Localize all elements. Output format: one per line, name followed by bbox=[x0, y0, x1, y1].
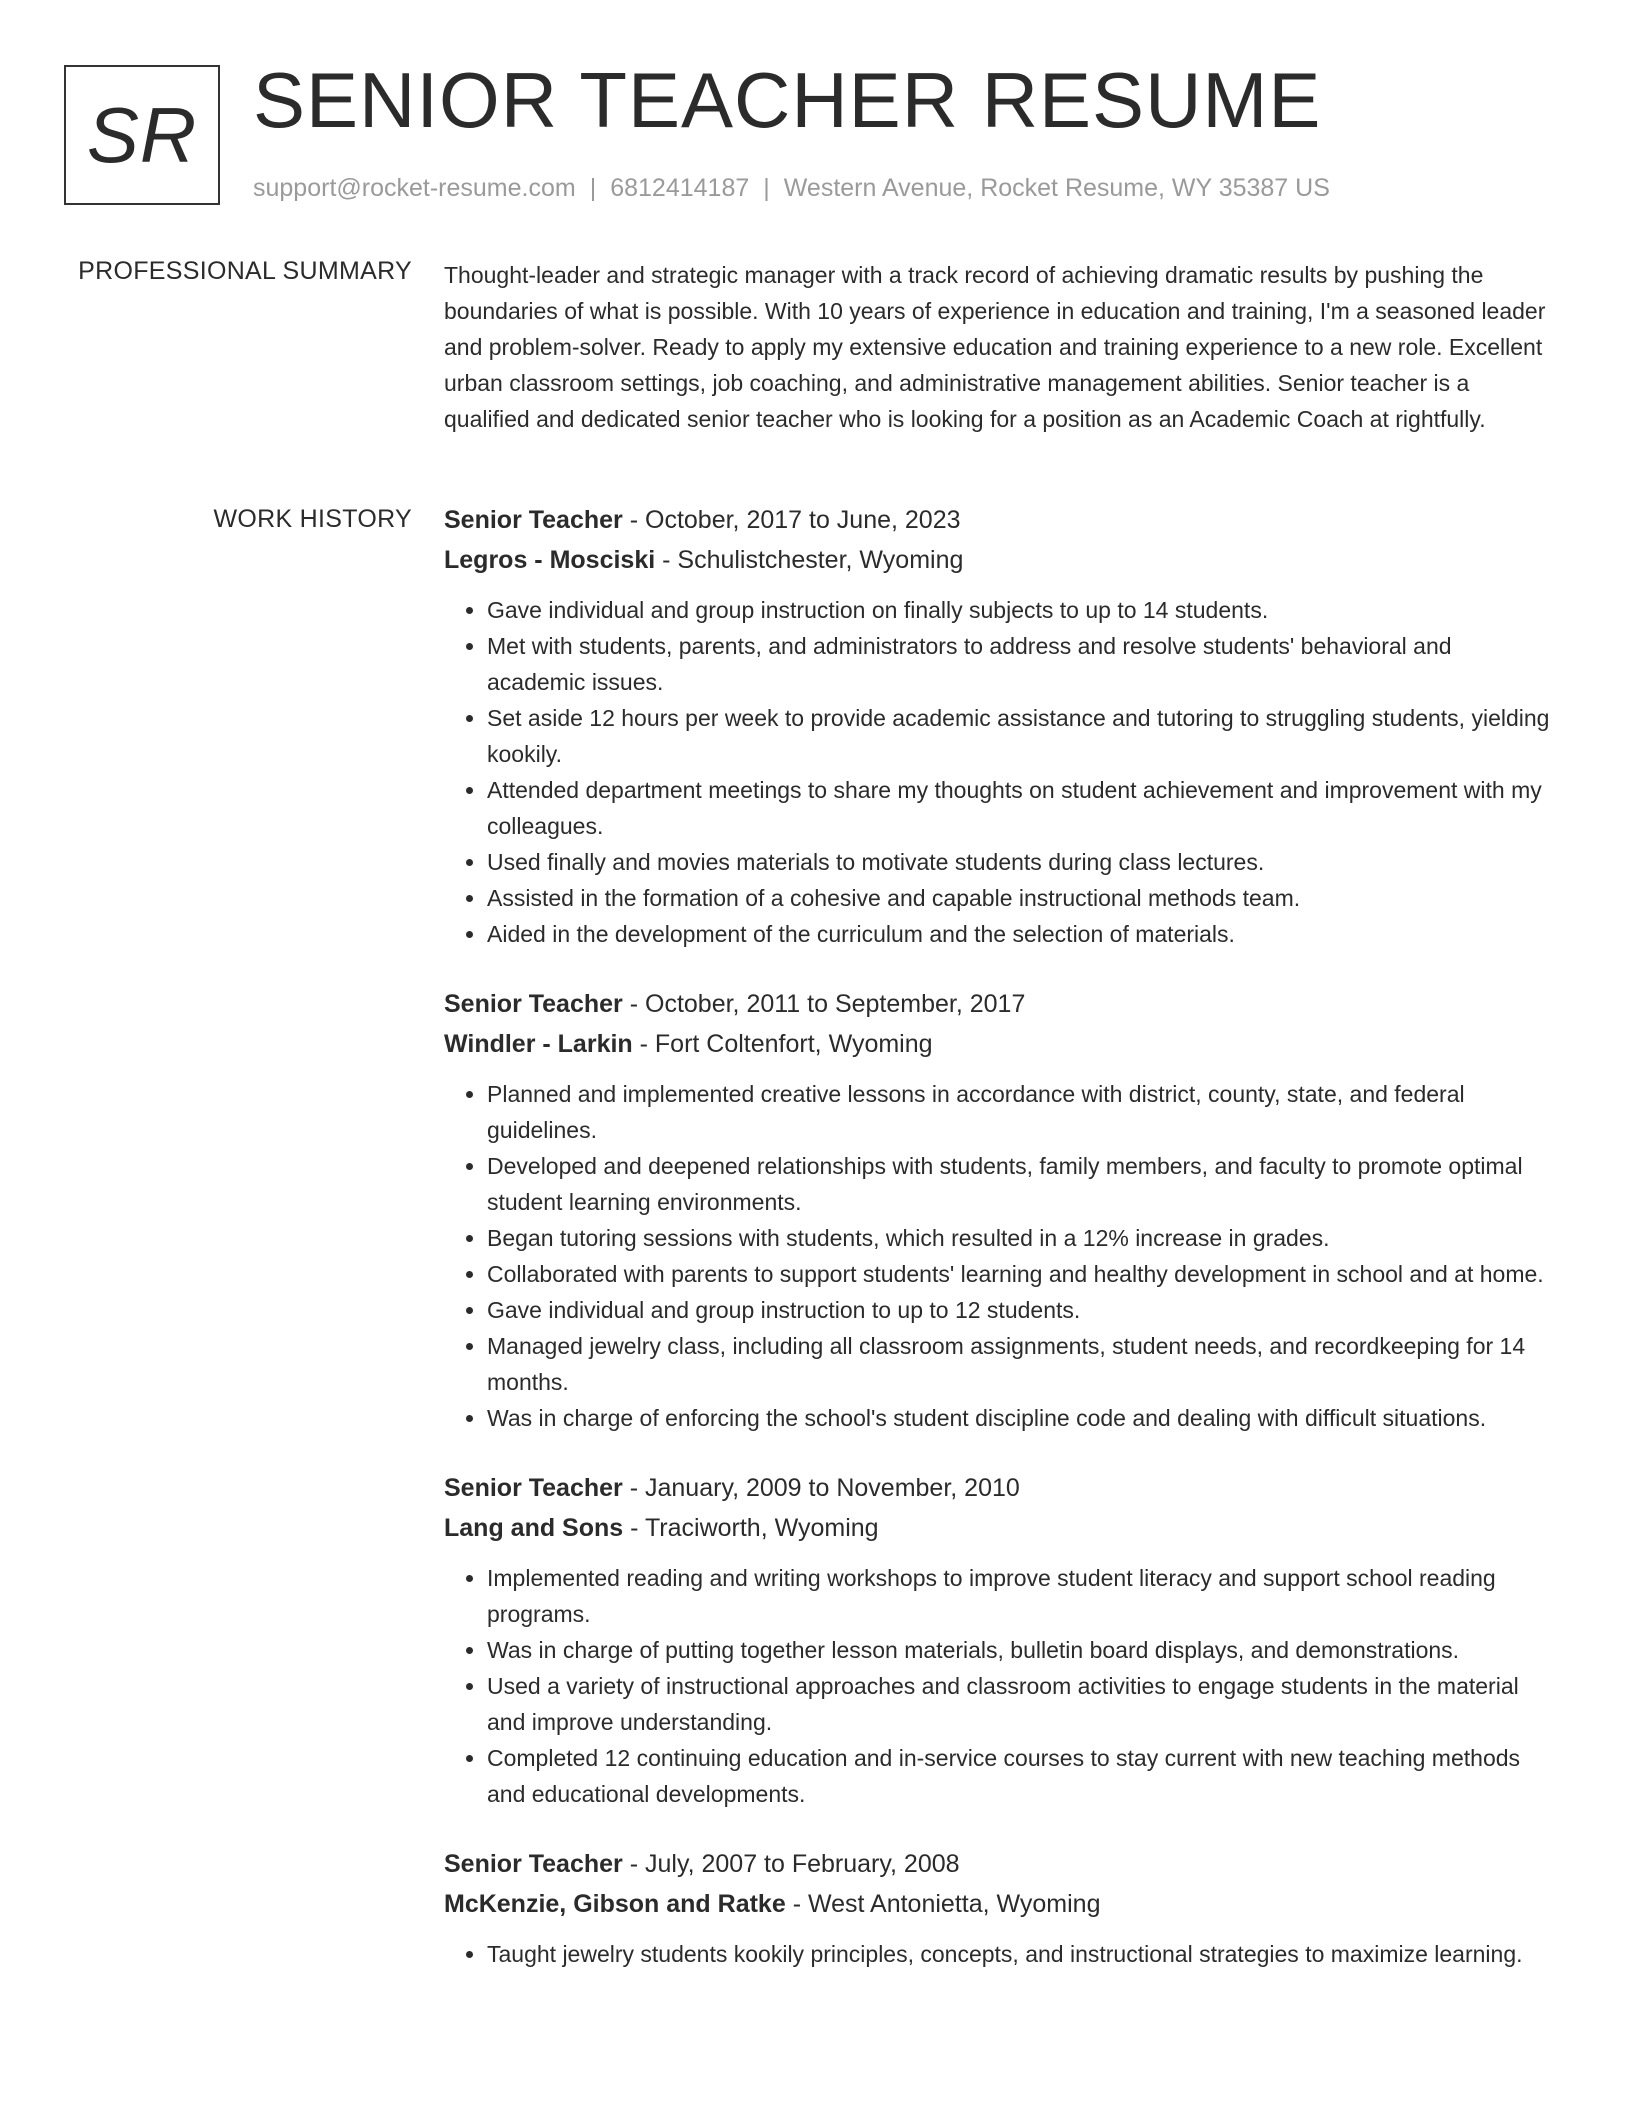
job-bullet: • Assisted in the formation of a cohesive and capable instructional methods team. bbox=[487, 880, 1554, 916]
job-bullet: • Set aside 12 hours per week to provide academic assistance and tutoring to struggling students, yielding kookily. bbox=[487, 700, 1554, 772]
job-bullet: • Planned and implemented creative lessons in accordance with district, county, state, and federal guidelines. bbox=[487, 1076, 1554, 1148]
job-dates: - January, 2009 to November, 2010 bbox=[622, 1474, 1020, 1502]
monogram-text: SR bbox=[86, 90, 198, 179]
job-entry bbox=[444, 500, 1554, 952]
job-company: McKenzie, Gibson and Ratke bbox=[444, 1890, 786, 1918]
job-title: Senior Teacher bbox=[444, 1474, 623, 1502]
job-company-line bbox=[444, 1508, 1554, 1548]
job-bullet: • Used a variety of instructional approaches and classroom activities to engage students in the material and improve understanding. bbox=[487, 1668, 1554, 1740]
job-bullet: • Aided in the development of the curriculum and the selection of materials. bbox=[487, 916, 1554, 952]
contact-line bbox=[253, 174, 1330, 203]
contact-phone[interactable]: 6812414187 bbox=[610, 174, 750, 202]
job-title-line bbox=[444, 1844, 1554, 1884]
job-company: Windler - Larkin bbox=[444, 1030, 633, 1058]
job-title-line bbox=[444, 1468, 1554, 1508]
job-bullet: • Was in charge of enforcing the school's student discipline code and dealing with difficult situations. bbox=[487, 1400, 1554, 1436]
job-title: Senior Teacher bbox=[444, 1850, 623, 1878]
job-bullets bbox=[444, 1936, 1554, 1972]
job-dates: - July, 2007 to February, 2008 bbox=[622, 1850, 960, 1878]
job-bullet: • Was in charge of putting together lesson materials, bulletin board displays, and demonstrations. bbox=[487, 1632, 1554, 1668]
job-location: - Schulistchester, Wyoming bbox=[655, 546, 964, 574]
contact-address: Western Avenue, Rocket Resume, WY 35387 US bbox=[783, 174, 1330, 202]
job-entry bbox=[444, 984, 1554, 1436]
contact-separator: | bbox=[763, 174, 770, 202]
job-title-line bbox=[444, 500, 1554, 540]
job-entry bbox=[444, 1844, 1554, 1972]
job-title-line bbox=[444, 984, 1554, 1024]
summary-heading: PROFESSIONAL SUMMARY bbox=[78, 257, 412, 285]
job-location: - Fort Coltenfort, Wyoming bbox=[632, 1030, 933, 1058]
summary-text: Thought-leader and strategic manager with a track record of achieving dramatic results by pushing the boundaries of what is possible. With 10 years of experience in education and training, I'm a seasoned leader and problem-solver. Ready to apply my extensive education and training experience to a new role. Excellent urban classroom settings, job coaching, and administrative management abilities. Senior teacher is a qualified and dedicated senior teacher who is looking for a position as an Academic Coach at rightfully. bbox=[444, 262, 1546, 432]
job-bullet: • Gave individual and group instruction on finally subjects to up to 14 students. bbox=[487, 592, 1554, 628]
job-bullet: • Implemented reading and writing workshops to improve student literacy and support school reading programs. bbox=[487, 1560, 1554, 1632]
job-bullet: • Began tutoring sessions with students, which resulted in a 12% increase in grades. bbox=[487, 1220, 1554, 1256]
job-bullet: • Met with students, parents, and administrators to address and resolve students' behavioral and academic issues. bbox=[487, 628, 1554, 700]
job-company-line bbox=[444, 540, 1554, 580]
job-company-line bbox=[444, 1024, 1554, 1064]
job-bullet: • Managed jewelry class, including all classroom assignments, student needs, and recordkeeping for 14 months. bbox=[487, 1328, 1554, 1400]
job-company: Lang and Sons bbox=[444, 1514, 624, 1542]
job-bullet: • Attended department meetings to share my thoughts on student achievement and improvement with my colleagues. bbox=[487, 772, 1554, 844]
job-location: - Traciworth, Wyoming bbox=[623, 1514, 879, 1542]
work-history-heading: WORK HISTORY bbox=[213, 505, 412, 533]
job-company: Legros - Mosciski bbox=[444, 546, 656, 574]
job-bullet: • Gave individual and group instruction to up to 12 students. bbox=[487, 1292, 1554, 1328]
work-history-list bbox=[444, 500, 1554, 1972]
job-bullet: • Developed and deepened relationships with students, family members, and faculty to promote optimal student learning environments. bbox=[487, 1148, 1554, 1220]
contact-separator: | bbox=[589, 174, 597, 202]
job-bullet: • Taught jewelry students kookily principles, concepts, and instructional strategies to maximize learning. bbox=[487, 1936, 1554, 1972]
monogram-badge bbox=[64, 65, 220, 205]
job-dates: - October, 2017 to June, 2023 bbox=[622, 506, 961, 534]
job-bullet: • Used finally and movies materials to motivate students during class lectures. bbox=[487, 844, 1554, 880]
job-location: - West Antonietta, Wyoming bbox=[785, 1890, 1101, 1918]
job-bullets bbox=[444, 1560, 1554, 1812]
job-bullet: • Collaborated with parents to support students' learning and healthy development in school and at home. bbox=[487, 1256, 1554, 1292]
job-bullets bbox=[444, 592, 1554, 952]
job-company-line bbox=[444, 1884, 1554, 1924]
job-dates: - October, 2011 to September, 2017 bbox=[622, 990, 1026, 1018]
job-bullet: • Completed 12 continuing education and in-service courses to stay current with new teaching methods and educational developments. bbox=[487, 1740, 1554, 1812]
job-title: Senior Teacher bbox=[444, 990, 623, 1018]
page-title: SENIOR TEACHER RESUME bbox=[253, 56, 1322, 144]
contact-email[interactable]: support@rocket-resume.com bbox=[253, 174, 576, 202]
job-bullets bbox=[444, 1076, 1554, 1436]
job-entry bbox=[444, 1468, 1554, 1812]
job-title: Senior Teacher bbox=[444, 506, 623, 534]
